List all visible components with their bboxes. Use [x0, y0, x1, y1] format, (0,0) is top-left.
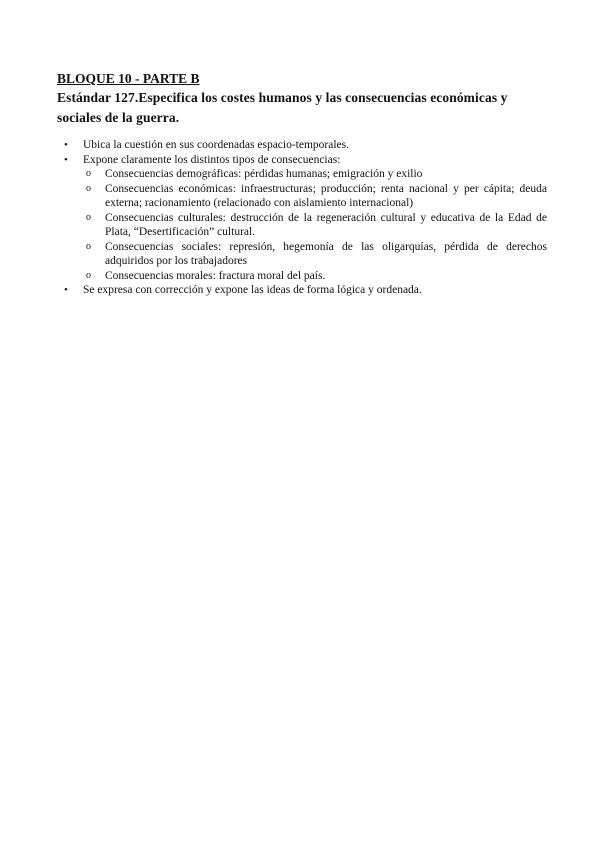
standard-title: Estándar 127.Especifica los costes humanos y las consecuencias económicas y sociales de la guerra.: [57, 90, 508, 125]
sub-list-item: [83, 167, 547, 182]
list-item: [57, 138, 547, 153]
list-item-text: Expone claramente los distintos tipos de consecuencias:: [83, 153, 341, 166]
sub-list-item-text: Consecuencias sociales: represión, hegemonía de las oligarquías, pérdida de derechos adquiridos por los trabajadores: [105, 240, 547, 267]
sub-list-item-text: Consecuencias culturales: destrucción de la regeneración cultural y educativa de la Edad de Plata, “Desertificación” cultural.: [105, 211, 547, 238]
list-item-text: Se expresa con corrección y expone las ideas de forma lógica y ordenada.: [83, 284, 422, 296]
list-item-text: Ubica la cuestión en sus coordenadas espacio-temporales.: [83, 139, 349, 151]
criteria-list: [57, 138, 547, 298]
circle-bullet-icon: o: [86, 211, 91, 223]
sub-list-item-text: Consecuencias morales: fractura moral del país.: [105, 269, 326, 282]
circle-bullet-icon: o: [86, 269, 91, 281]
circle-bullet-icon: o: [86, 182, 91, 194]
sub-list-item-text: Consecuencias económicas: infraestructuras; producción; renta nacional y per cápita; deuda externa; racionamiento (relacionado con aislamiento internacional): [105, 182, 547, 209]
bullet-icon: •: [64, 284, 68, 296]
bullet-icon: •: [64, 153, 68, 166]
consequences-sublist: [83, 167, 547, 283]
sub-list-item-text: Consecuencias demográficas: pérdidas humanas; emigración y exilio: [105, 168, 423, 180]
sub-list-item: [83, 269, 547, 284]
sub-list-item: [83, 240, 547, 269]
sub-list-item: [83, 211, 547, 240]
block-heading: BLOQUE 10 - PARTE B: [57, 71, 200, 86]
document-page: [57, 70, 547, 298]
sub-list-item: [83, 182, 547, 211]
list-item: [57, 153, 547, 284]
circle-bullet-icon: o: [86, 240, 91, 252]
bullet-icon: •: [64, 139, 68, 151]
circle-bullet-icon: o: [86, 168, 91, 179]
list-item: [57, 283, 547, 298]
